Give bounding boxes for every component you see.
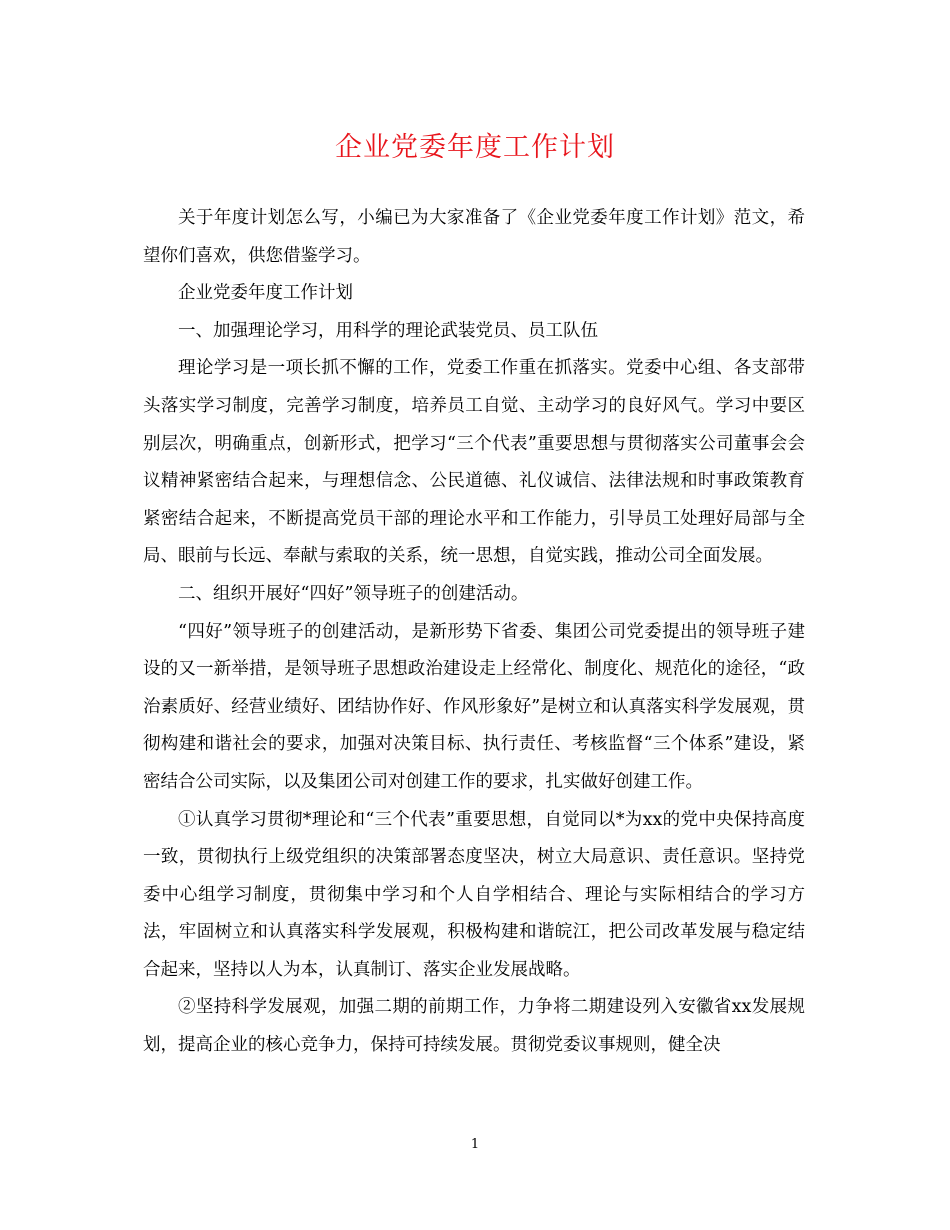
paragraph-intro: 关于年度计划怎么写，小编已为大家准备了《企业党委年度工作计划》范文，希望你们喜欢，供您借鉴学习。	[143, 208, 805, 266]
paragraph-theory-study: 理论学习是一项长抓不懈的工作，党委工作重在抓落实。党委中心组、各支部带头落实学习制度，完善学习制度，培养员工自觉、主动学习的良好风气。学习中要区别层次，明确重点，创新形式，把学习“三个代表”重要思想与贯彻落实公司董事会会议精神紧密结合起来，与理想信念、公民道德、礼仪诚信、法律法规和时事政策教育紧密结合起来，不断提高党员干部的理论水平和工作能力，引导员工处理好局部与全局、眼前与长远、奉献与索取的关系，统一思想，自觉实践，推动公司全面发展。	[143, 358, 805, 567]
paragraph-item-2: ②坚持科学发展观，加强二期的前期工作，力争将二期建设列入安徽省xx发展规划，提高企业的核心竞争力，保持可持续发展。贯彻党委议事规则，健全决	[143, 997, 805, 1056]
paragraph-four-good: “四好”领导班子的创建活动，是新形势下省委、集团公司党委提出的领导班子建设的又一新举措，是领导班子思想政治建设走上经常化、制度化、规范化的途径，“政治素质好、经营业绩好、团结协作好、作风形象好”是树立和认真落实科学发展观，贯彻构建和谐社会的要求，加强对决策目标、执行责任、考核监督“三个体系”建设，紧密结合公司实际，以及集团公司对创建工作的要求，扎实做好创建工作。	[143, 621, 805, 792]
paragraph-item-1: ①认真学习贯彻*理论和“三个代表”重要思想，自觉同以*为xx的党中央保持高度一致，贯彻执行上级党组织的决策部署态度坚决，树立大局意识、责任意识。坚持党委中心组学习制度，贯彻集中学习和个人自学相结合、理论与实际相结合的学习方法，牢固树立和认真落实科学发展观，积极构建和谐皖江，把公司改革发展与稳定结合起来，坚持以人为本，认真制订、落实企业发展战略。	[143, 809, 805, 980]
document-title: 企业党委年度工作计划	[335, 132, 615, 163]
paragraph-subtitle: 企业党委年度工作计划	[178, 283, 353, 304]
section-heading-2: 二、组织开展好“四好”领导班子的创建活动。	[178, 583, 529, 604]
section-heading-1: 一、加强理论学习，用科学的理论武装党员、员工队伍	[178, 320, 598, 341]
document-body	[143, 200, 805, 1065]
page-number: 1	[470, 1137, 480, 1152]
